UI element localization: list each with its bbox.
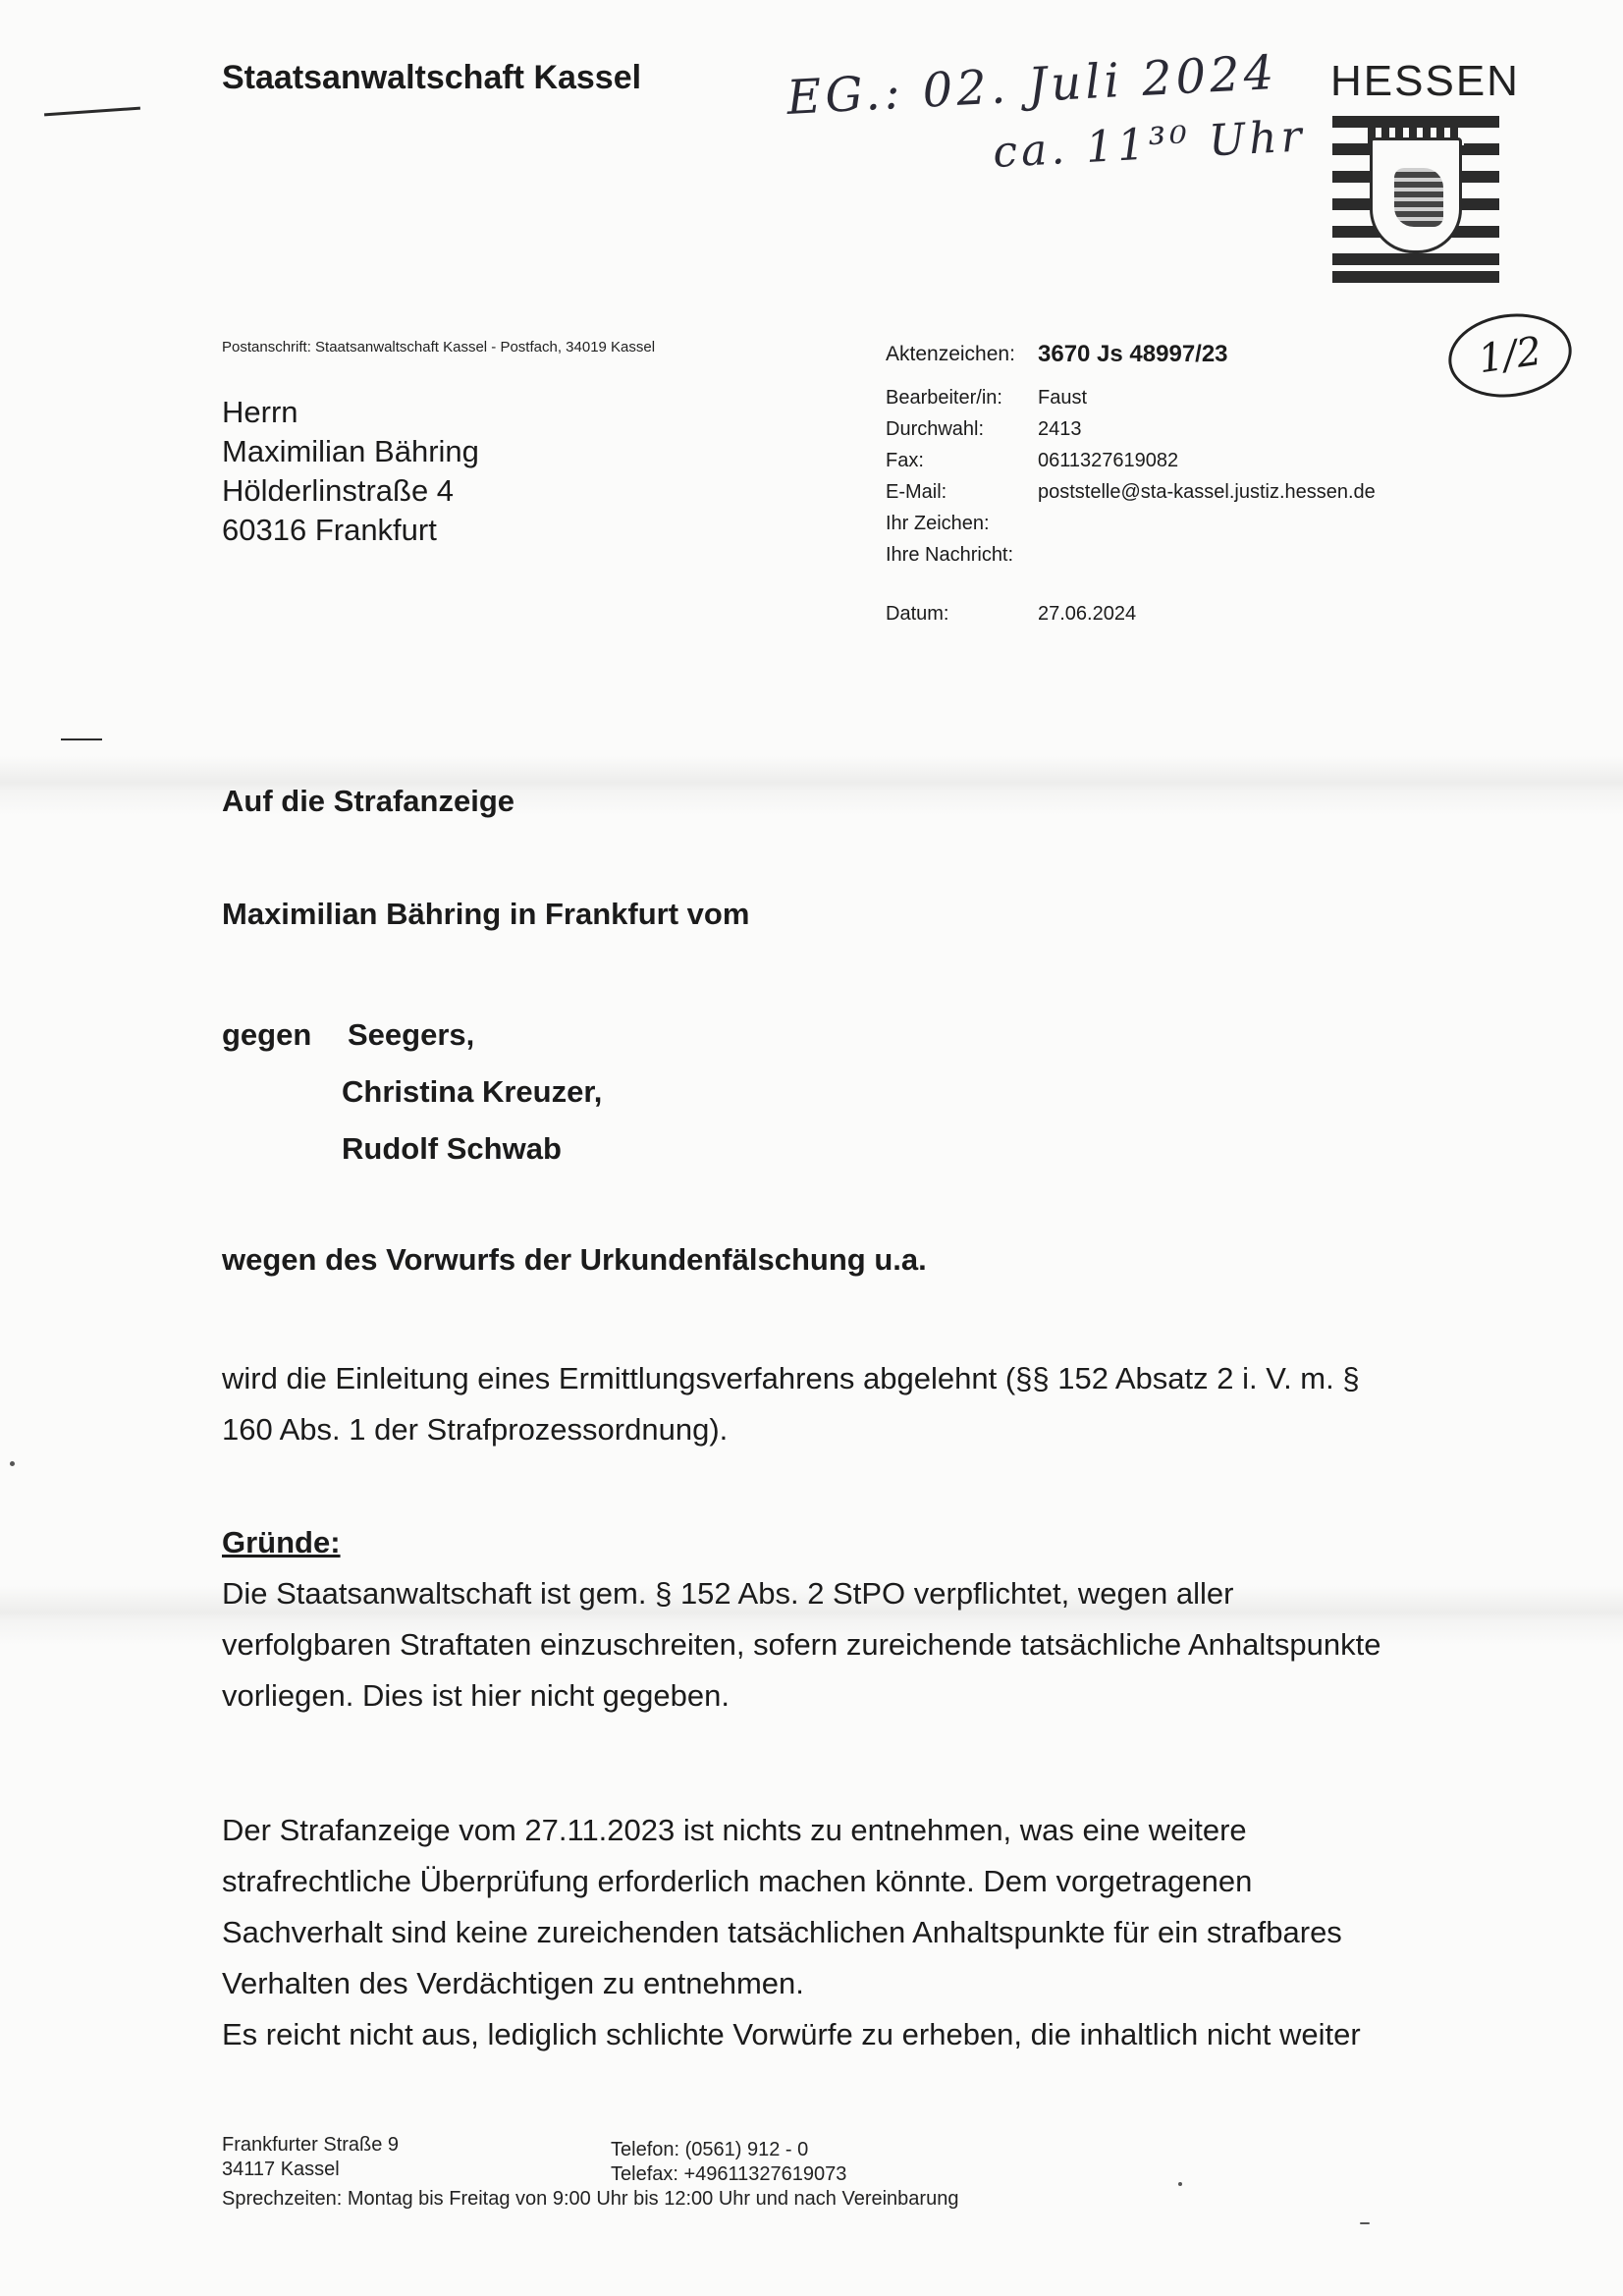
scan-speck — [1178, 2182, 1182, 2186]
margin-mark-middle — [61, 738, 102, 740]
email-value: poststelle@sta-kassel.justiz.hessen.de — [1038, 481, 1376, 503]
recipient-address — [222, 393, 479, 550]
date-value: 27.06.2024 — [1038, 603, 1137, 625]
handwritten-receipt-date: EG.: 02. Juli 2024 — [785, 44, 1279, 126]
recipient-city: 60316 Frankfurt — [222, 513, 437, 547]
text-line: Der Strafanzeige vom 27.11.2023 ist nichts zu entnehmen, was eine weitere — [222, 1813, 1247, 1847]
file-number-row — [886, 339, 1376, 370]
accused-list — [222, 1007, 602, 1177]
accused-name: Seegers, — [348, 1017, 475, 1052]
footer-address — [222, 2133, 399, 2182]
decision-paragraph — [222, 1353, 1479, 1455]
meta-row — [886, 445, 1376, 476]
meta-label: Fax: — [886, 450, 924, 471]
footer-contact — [611, 2138, 846, 2187]
postal-address-line: Postanschrift: Staatsanwaltschaft Kassel - Postfach, 34019 Kassel — [222, 339, 656, 355]
state-name: HESSEN — [1330, 57, 1520, 105]
meta-label: E-Mail: — [886, 481, 947, 503]
meta-label: Durchwahl: — [886, 418, 985, 440]
margin-mark-top — [44, 107, 140, 117]
text-line: 160 Abs. 1 der Strafprozessordnung). — [222, 1412, 729, 1447]
meta-value: 2413 — [1038, 418, 1082, 440]
text-line: Es reicht nicht aus, lediglich schlichte Vorwürfe zu erheben, die inhaltlich nicht weiter — [222, 2017, 1361, 2051]
accused-name: Rudolf Schwab — [342, 1131, 562, 1166]
meta-label: Ihre Nachricht: — [886, 544, 1014, 566]
hessen-coat-of-arms-icon — [1332, 116, 1499, 283]
footer-hours: Sprechzeiten: Montag bis Freitag von 9:00 Uhr bis 12:00 Uhr und nach Vereinbarung — [222, 2188, 959, 2210]
accused-name: Christina Kreuzer, — [342, 1074, 603, 1109]
reasons-section — [222, 1517, 1479, 1722]
meta-value: 0611327619082 — [1038, 450, 1179, 471]
text-line: Die Staatsanwaltschaft ist gem. § 152 Abs. 2 StPO verpflichtet, wegen aller — [222, 1576, 1234, 1611]
text-line: wird die Einleitung eines Ermittlungsverfahrens abgelehnt (§§ 152 Absatz 2 i. V. m. § — [222, 1361, 1360, 1395]
footer-street: Frankfurter Straße 9 — [222, 2134, 400, 2156]
recipient-name: Maximilian Bähring — [222, 434, 479, 468]
file-number-value: 3670 Js 48997/23 — [1038, 341, 1228, 367]
subject-heading: Auf die Strafanzeige — [222, 784, 514, 818]
charge-line: wegen des Vorwurfs der Urkundenfälschung u.a. — [222, 1242, 927, 1277]
footer-phone: Telefon: (0561) 912 - 0 — [611, 2139, 809, 2160]
page-mark: 1/2 — [1443, 306, 1577, 406]
meta-row — [886, 539, 1376, 571]
complainant-line: Maximilian Bähring in Frankfurt vom — [222, 897, 750, 931]
recipient-salutation: Herrn — [222, 395, 298, 429]
meta-label: Ihr Zeichen: — [886, 513, 990, 534]
accused-row — [222, 1007, 602, 1064]
scan-speck — [10, 1461, 15, 1466]
handwritten-receipt-time: ca. 11³⁰ Uhr — [992, 111, 1307, 178]
date-label: Datum: — [886, 603, 949, 625]
text-line: vorliegen. Dies ist hier nicht gegeben. — [222, 1678, 730, 1713]
text-line: Verhalten des Verdächtigen zu entnehmen. — [222, 1966, 804, 2000]
meta-row — [886, 382, 1376, 413]
scan-speck — [1360, 2222, 1370, 2224]
date-row — [886, 598, 1376, 629]
meta-row — [886, 476, 1376, 508]
meta-row — [886, 508, 1376, 539]
text-line: verfolgbaren Straftaten einzuschreiten, sofern zureichende tatsächliche Anhaltspunkte — [222, 1627, 1381, 1662]
meta-label: Bearbeiter/in: — [886, 387, 1002, 409]
reasons-paragraph-2 — [222, 1805, 1479, 2060]
meta-row — [886, 413, 1376, 445]
against-label: gegen — [222, 1017, 312, 1052]
authority-name: Staatsanwaltschaft Kassel — [222, 59, 642, 96]
reference-block — [886, 339, 1376, 629]
file-number-label: Aktenzeichen: — [886, 343, 1015, 365]
text-line: strafrechtliche Überprüfung erforderlich machen könnte. Dem vorgetragenen — [222, 1864, 1253, 1898]
recipient-street: Hölderlinstraße 4 — [222, 473, 455, 508]
meta-value: Faust — [1038, 387, 1088, 409]
reasons-heading: Gründe: — [222, 1525, 341, 1559]
footer-city: 34117 Kassel — [222, 2159, 340, 2180]
text-line: Sachverhalt sind keine zureichenden tatsächlichen Anhaltspunkte für ein strafbares — [222, 1915, 1342, 1949]
footer-fax: Telefax: +49611327619073 — [611, 2163, 847, 2185]
